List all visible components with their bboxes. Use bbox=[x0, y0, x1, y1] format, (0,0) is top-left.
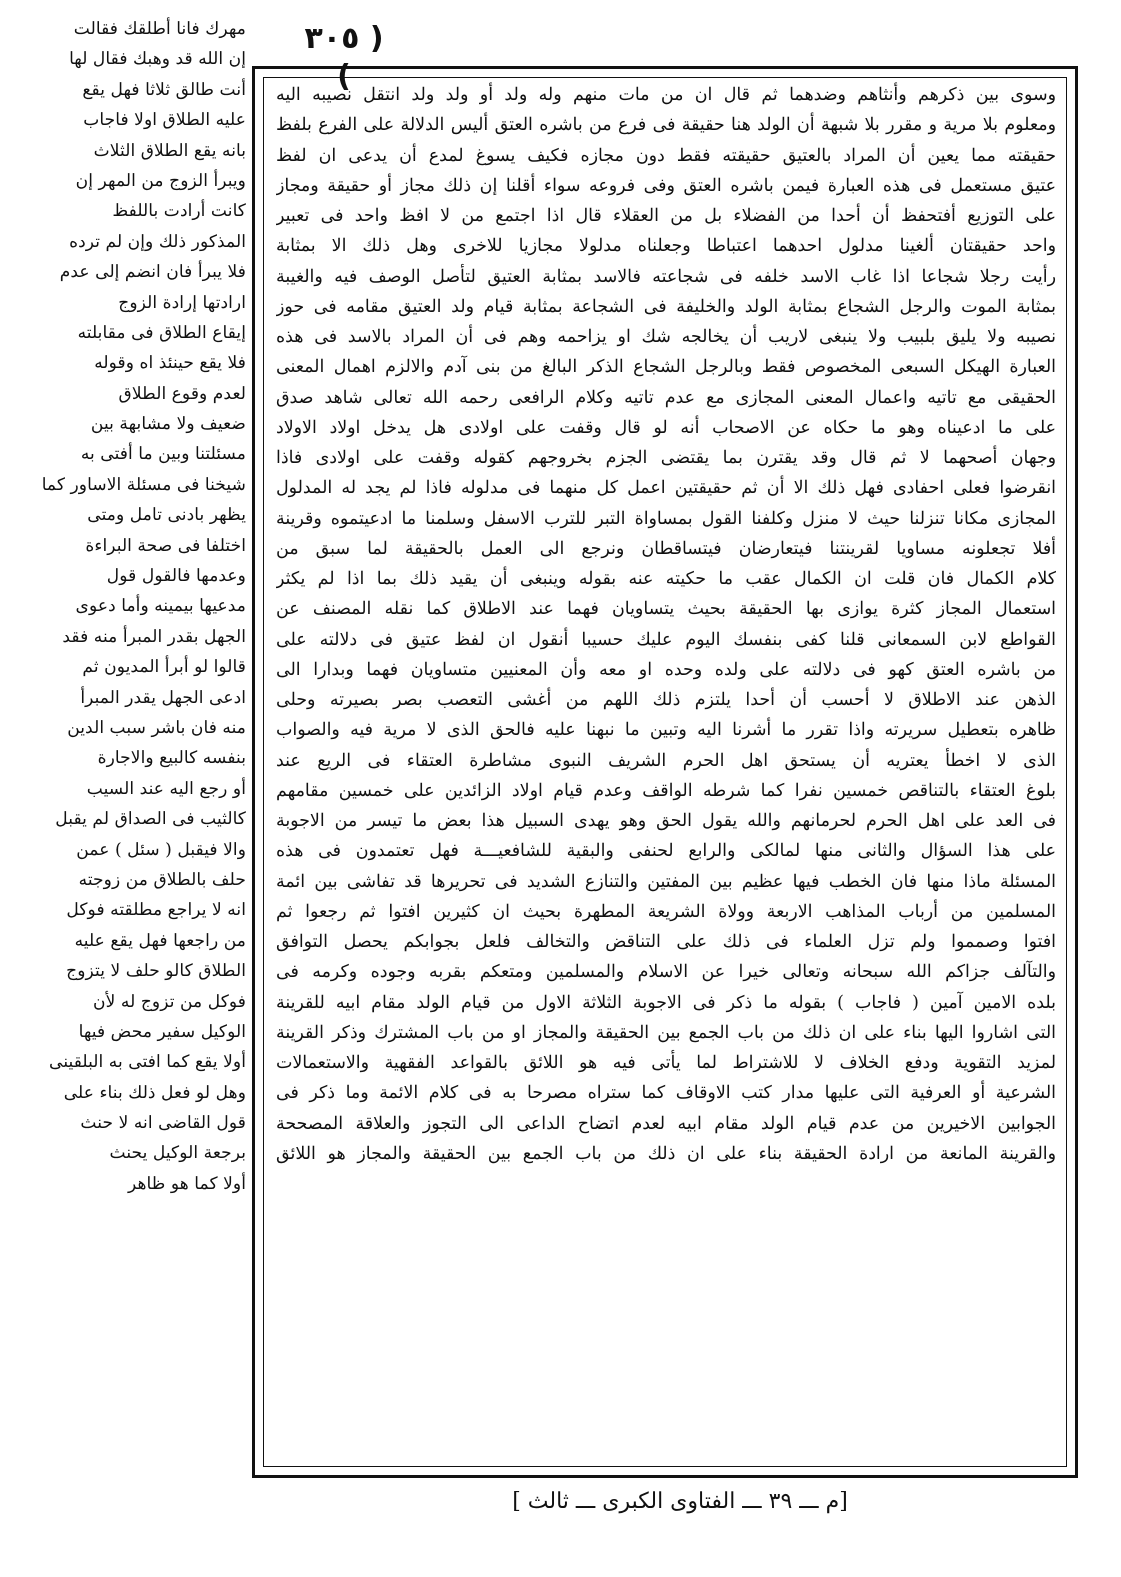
main-text-line: كلام الكمال فان قلت ان الكمال عقب ما حكيته عنه بقوله وينبغى أن يقيد ذلك بما اذا لم يكثر bbox=[276, 569, 1056, 589]
main-text-line: الذهن عند الاطلاق لا أحسب أن أحدا يلتزم ذلك اللهم من أغشى التعصب بصر بصيرته وحلى bbox=[276, 690, 1056, 710]
main-text-line: أفلا تجعلونه مساويا لقرينتنا فيتعارضان فيتساقطان ونرجع الى العمل بالحقيقة لما سبق من bbox=[276, 538, 1056, 559]
main-text-line: المسلمين من أرباب المذاهب الاربعة وولاة الشريعة المطهرة بحيث ان كثيرين افتوا ثم رجعوا ثم bbox=[276, 901, 1056, 922]
main-text-line: وسوى بين ذكرهم وأنثاهم وضدهما ثم قال ان من مات منهم وله ولد أو ولد ولد انتقل نصيبه اليه bbox=[276, 85, 1056, 105]
main-text-line: والقرينة المانعة من ارادة الحقيقة بناء على ان ذلك من باب الجمع بين الحقيقة والمجاز هو اللائق bbox=[276, 1143, 1056, 1164]
main-text-line: واحد حقيقتان ألغينا مدلول احدهما اعتباطا وجعلناه مدلولا مجازيا للاخرى وهل ذلك الا بمثابة bbox=[276, 236, 1056, 257]
main-text-line: من باشره العتق كهو فى دلالته على ولده وحده او معه وأن المعنيين متساويان فهما وبدارا الى bbox=[276, 659, 1056, 680]
main-text-line: افتوا وصمموا ولم تزل العلماء فى ذلك على التناقض والتخالف فلعل بجوابكم يحصل التوافق bbox=[276, 932, 1056, 952]
main-text-line: عتيق مستعمل فى هذه العبارة فيمن باشره العتق وفى فروعه سواء أقلنا إن ذلك مجاز أو حقيقة ومجاز bbox=[276, 175, 1056, 196]
footer-signature: [م ـــ ٣٩ ـــ الفتاوى الكبرى ـــ ثالث ] bbox=[512, 1489, 848, 1514]
side-text-line: ضعيف ولا مشابهة بين bbox=[90, 414, 246, 435]
side-text-line: فلا يقع حينئذ اه وقوله bbox=[94, 353, 246, 374]
main-text-line: التى اشاروا اليها بناء على ان ذلك من باب الجمع بين الحقيقة والمجاز او من باب المشترك وذكر القرينة bbox=[276, 1022, 1056, 1043]
main-text-line: ومعلوم بلا مرية و مقرر بلا شبهة أن الولد هنا حقيقة فى فرع من باشره العتق أليس الدلالة على الفرع بلفظ bbox=[276, 115, 1056, 136]
main-text-line: الجوابين الاخيرين من عدم قيام الولد مقام ابيه لعدم اتضاح الداعى الى التجوز والعلاقة المصححة bbox=[276, 1113, 1056, 1134]
side-text-line: أولا كما هو ظاهر bbox=[127, 1173, 246, 1194]
main-text-line: حقيقته مما يعين أن المراد بالعتيق حقيقته فقط دون مجازه فكيف يسوغ لمدع أن يدعى ان لفظ bbox=[276, 145, 1056, 166]
side-text-line: ادعى الجهل يقدر المبرأ bbox=[80, 687, 246, 708]
side-text-line: يظهر بادنى تامل ومتى bbox=[87, 505, 246, 526]
main-text-line: المجازى مكانا تنزلنا حيث لا منزل وكلفنا القول بمساواة التبر للترب الاسفل وسلمنا ما ادعيتموه وقرينة bbox=[276, 508, 1056, 529]
main-text-line: على التوزيع أفتحفظ أن أحدا من الفضلاء بل من العقلاء قال اذا اجتمع من لا افظ واحد فى تعبير bbox=[276, 206, 1056, 226]
side-text-line: والا فيقبل ( سئل ) عمن bbox=[76, 839, 246, 860]
side-text-line: إيقاع الطلاق فى مقابلته bbox=[77, 322, 246, 343]
main-text-line: انقرضوا فعلى احفادى فهل ذلك الا أن ثم حقيقتين اعمل كل منهما فى مدلوله فاذا لم يجد له المدلول bbox=[276, 478, 1056, 499]
side-text-line: الوكيل سفير محض فيها bbox=[78, 1021, 246, 1042]
side-text-line: اختلفا فى صحة البراءة bbox=[85, 535, 246, 556]
main-text-line: على ما ادعيناه وهو ما حكاه عن الاصحاب أنه لو قال وقفت على اولادى هل يدخل اولاد الاولاد bbox=[276, 417, 1056, 438]
side-text-line: قول القاضى انه لا حنث bbox=[80, 1113, 246, 1134]
side-text-line: من راجعها فهل يقع عليه bbox=[74, 930, 246, 951]
side-text-line: شيخنا فى مسئلة الاساور كما bbox=[41, 474, 246, 495]
side-text-line: بانه يقع الطلاق الثلاث bbox=[93, 140, 246, 161]
page-number: ( ٣٠٥ ) bbox=[304, 21, 384, 94]
side-text-line: الجهل بقدر المبرأ منه فقد bbox=[62, 626, 246, 647]
side-text-line: فلا يبرأ فان انضم إلى عدم bbox=[59, 262, 246, 283]
side-text-line: قالوا لو أبرأ المديون ثم bbox=[82, 657, 246, 678]
main-text-line: المسئلة ماذا منها فان الخطب فيها عظيم بين المفتين والتنازع الشديد فى تحريرها قد تفاشى بين ائمة bbox=[276, 871, 1056, 892]
side-text-line: برجعة الوكيل يحنث bbox=[109, 1143, 246, 1164]
side-text-line: أو رجع اليه عند السيب bbox=[86, 778, 246, 799]
side-text-line: منه فان باشر سبب الدين bbox=[67, 717, 246, 738]
side-text-line: مدعيها بيمينه وأما دعوى bbox=[75, 596, 246, 617]
main-text-line: الذى لا اخطأ يعتريه أن يستحق اهل الحرم الشريف النبوى مشاطرة العتقاء فى الريع عند bbox=[276, 750, 1056, 771]
side-text-line: كالثيب فى الصداق لم يقبل bbox=[55, 809, 246, 830]
main-text-line: بلده الامين آمين ( فاجاب ) بقوله ما ذكر فى الاجوبة الثلاثة الاول من قيام الولد مقام ابيه للقرينة bbox=[276, 992, 1056, 1013]
main-text-line: استعمال المجاز كثرة يوازى بها الحقيقة بحيث يتساويان فهما عند الاطلاق كما نقله المصنف عن bbox=[276, 599, 1056, 620]
side-text-line: أولا يقع كما افتى به البلقينى bbox=[49, 1052, 246, 1073]
main-text-line: نصيبه ولا يليق بلبيب ولا ينبغى لاريب أن يخالجه شك او يزاحمه وهم فى أن المراد بالاسد فى هذه bbox=[276, 327, 1056, 347]
side-column bbox=[6, 14, 246, 1474]
main-text-line: القواطع لابن السمعانى قلنا كفى بنفسك اليوم عليك حسيبا أنقول ان لفظ عتيق فى دلالته على bbox=[276, 629, 1056, 650]
main-text-line: ظاهره بتعطيل سريرته واذا تقرر ما أشرنا اليه وتبين ما نبهنا عليه فالحق الذى لا مرية فيه والصواب bbox=[276, 720, 1056, 741]
side-text-line: مسئلتنا وبين ما أفتى به bbox=[80, 444, 246, 465]
main-text-line: رأيت رجلا شجاعا اذا غاب الاسد خلفه فى شجاعته فالاسد بمثابة العتيق لتأصل الوصف فيه والغيبة bbox=[276, 266, 1056, 287]
side-text-line: ويبرأ الزوج من المهر إن bbox=[75, 170, 246, 191]
side-text-line: عليه الطلاق اولا فاجاب bbox=[83, 110, 246, 131]
side-text-line: بنفسه كالبيع والاجارة bbox=[97, 748, 246, 769]
main-text-line: لمزيد التقوية ودفع الخلاف لا للاشتراط لما يأتى فيه هو اللائق بالقواعد الفقهية والاستعمالات bbox=[276, 1053, 1056, 1073]
side-text-line: فوكل من تزوج له لأن bbox=[93, 991, 246, 1012]
side-text-line: لعدم وقوع الطلاق bbox=[118, 383, 246, 404]
main-text-line: فى العد على اهل الحرم لحرمانهم والله يقول الحق وهو يهدى السبيل هذا بعض ما تيسر من الاجوبة bbox=[276, 811, 1056, 831]
side-text-line: كانت أرادت باللفظ bbox=[112, 201, 246, 222]
side-text-line: أنت طالق ثلاثا فهل يقع bbox=[82, 79, 246, 100]
main-text-line: على هذا السؤال والثانى منها لمالكى والرابع لحنفى والبقية للشافعيـــة فهل تعتمدون فى هذه bbox=[276, 841, 1056, 862]
side-text-line: وهل لو فعل ذلك بناء على bbox=[63, 1082, 246, 1103]
main-text-line: العبارة الهيكل السبعى المخصوص فقط وبالرجل الشجاع الذكر البالغ من بنى آدم والالزم اهمال المعنى bbox=[276, 357, 1056, 378]
side-text-line: ارادتها إرادة الزوج bbox=[118, 292, 246, 313]
side-text-line: إن الله قد وهبك فقال لها bbox=[69, 49, 246, 70]
main-text-line: الحقيقى مع تاتيه واعمال المعنى المجازى مع عدم تاتيه وكلام الرافعى رحمه الله تعالى شاهد صدق bbox=[276, 387, 1056, 408]
side-text-line: المذكور ذلك وإن لم ترده bbox=[69, 231, 246, 252]
main-text-line: بمثابة الموت والرجل الشجاع بمثابة الولد والخليفة فى الشجاعة بمثابة قيام ولد العتيق مقامه فى حوز bbox=[276, 296, 1056, 317]
side-text-line: مهرك فانا أطلقك فقالت bbox=[73, 19, 246, 39]
main-text-line: بلوغ العتقاء بالتناقص خمسين نفرا كما شرطه الواقف وعدم قيام اولاد الزائدين على خمسين مقامهم bbox=[276, 780, 1056, 801]
main-text-line: وجهان أصحهما لا ثم قال وقد يقترن بما يقتضى الجزم بخروجهم كقوله وقفت على اولادى فاذا bbox=[276, 448, 1056, 468]
main-text-line: الشرعية أو العرفية التى عليها مدار كتب الاوقاف كما ستراه مصرحا به فى كلام الائمة وما ذكر فى bbox=[276, 1083, 1056, 1104]
side-text-line: حلف بالطلاق من زوجته bbox=[78, 869, 246, 890]
main-text-body bbox=[276, 80, 1056, 1470]
side-text-line: الطلاق كالو حلف لا يتزوج bbox=[66, 961, 246, 982]
main-text-line: والتآلف جزاكم الله سبحانه وتعالى خيرا عن الاسلام والمسلمين ومتعكم بقربه وجوده وكرمه فى bbox=[276, 962, 1056, 983]
side-text-line: انه لا يراجع مطلقته فوكل bbox=[66, 900, 246, 921]
side-text-line: وعدمها فالقول قول bbox=[106, 566, 246, 587]
